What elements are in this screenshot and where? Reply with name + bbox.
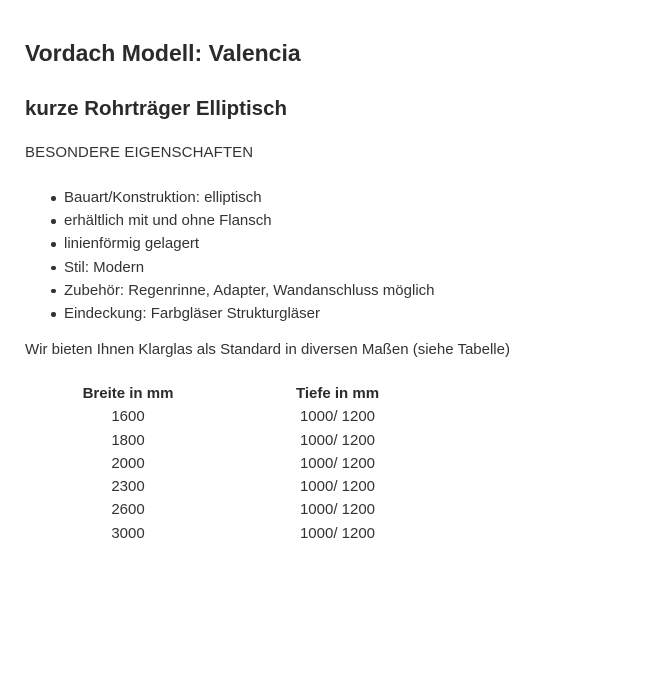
depth-cell: 1000/ 1200 (299, 501, 376, 519)
feature-item: Stil: Modern (64, 256, 625, 279)
intro-text: Wir bieten Ihnen Klarglas als Standard in diversen Maßen (siehe Tabelle) (25, 341, 510, 359)
depth-cell: 1000/ 1200 (299, 454, 376, 472)
depth-cell: 1000/ 1200 (299, 478, 376, 496)
width-cell: 2000 (111, 454, 145, 472)
table-row (35, 498, 454, 521)
table-row (35, 429, 454, 452)
depth-cell: 1000/ 1200 (299, 408, 376, 426)
page-subtitle: kurze Rohrträger Elliptisch (25, 97, 288, 120)
width-cell: 2300 (111, 478, 145, 496)
feature-item: Eindeckung: Farbgläser Strukturgläser (64, 302, 625, 325)
section-label: BESONDERE EIGENSCHAFTEN (25, 144, 254, 161)
column-header-depth: Tiefe in mm (295, 385, 380, 403)
width-cell: 1800 (111, 431, 145, 449)
table-row (35, 475, 454, 498)
feature-list (25, 186, 625, 325)
column-header-width: Breite in mm (82, 385, 174, 403)
page-title: Vordach Modell: Valencia (25, 40, 301, 66)
depth-cell: 1000/ 1200 (299, 524, 376, 542)
feature-item: Bauart/Konstruktion: elliptisch (64, 186, 625, 209)
table-row (35, 405, 454, 428)
width-cell: 3000 (111, 524, 145, 542)
table-header-row (35, 383, 454, 405)
feature-item: erhältlich mit und ohne Flansch (64, 209, 625, 232)
feature-item: Zubehör: Regenrinne, Adapter, Wandanschluss möglich (64, 279, 625, 302)
width-cell: 2600 (111, 501, 145, 519)
table-row (35, 522, 454, 545)
width-cell: 1600 (111, 408, 145, 426)
size-table (35, 383, 454, 545)
table-row (35, 452, 454, 475)
depth-cell: 1000/ 1200 (299, 431, 376, 449)
feature-item: linienförmig gelagert (64, 232, 625, 255)
